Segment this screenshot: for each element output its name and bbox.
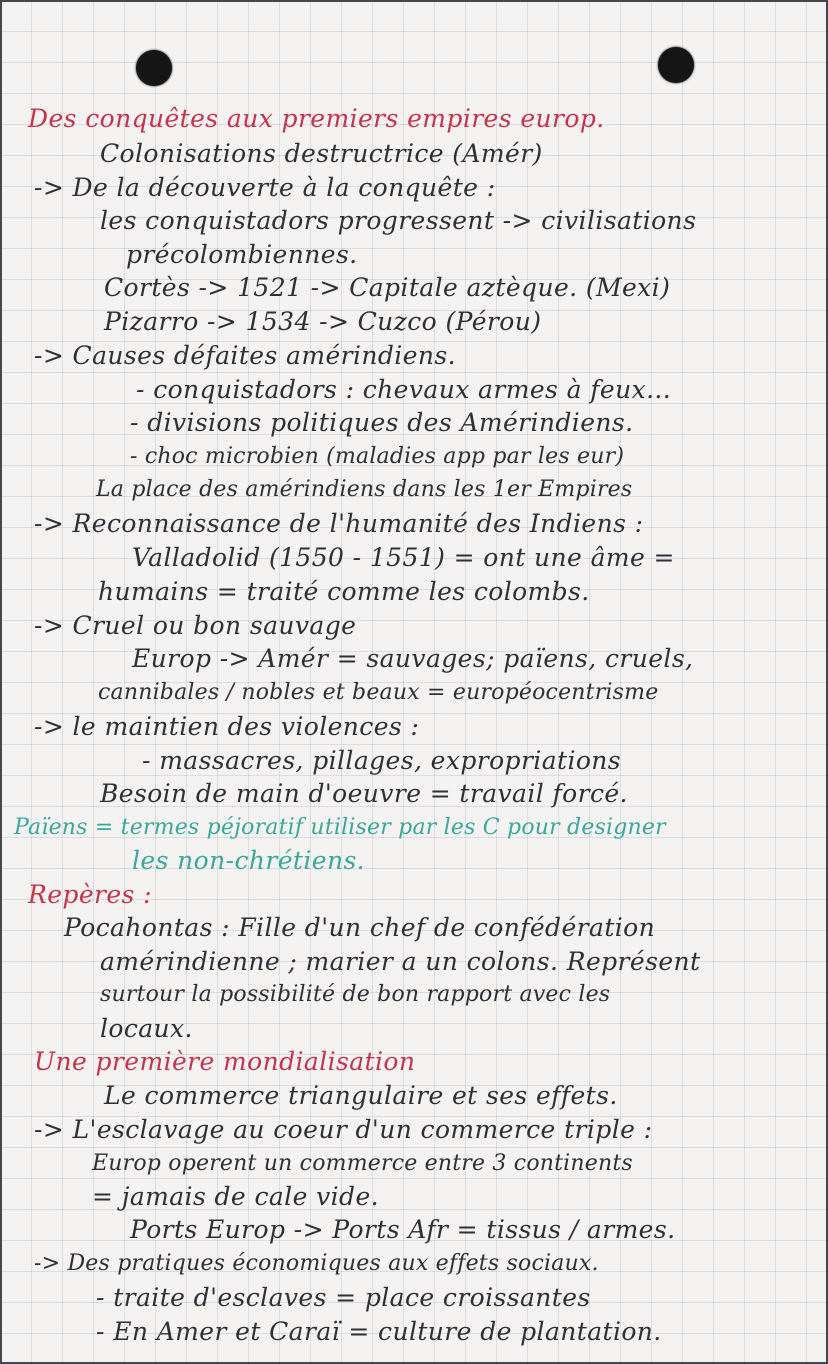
- note-line: cannibales / nobles et beaux = européocentrisme: [98, 680, 659, 705]
- note-line-pizarro: Pizarro -> 1534 -> Cuzco (Pérou): [104, 307, 542, 336]
- subtitle-colonisation: Colonisations destructrice (Amér): [100, 139, 543, 168]
- heading-causes-defaites: -> Causes défaites amérindiens.: [34, 341, 456, 370]
- section-title-mondialisation: Une première mondialisation: [34, 1047, 416, 1076]
- binder-hole-right: [658, 47, 694, 83]
- bullet-item: - choc microbien (maladies app par les eur): [130, 444, 625, 469]
- note-line: Europ operent un commerce entre 3 continents: [92, 1151, 633, 1176]
- heading-pratiques-economiques: -> Des pratiques économiques aux effets sociaux.: [34, 1251, 599, 1276]
- note-line: = jamais de cale vide.: [92, 1182, 379, 1211]
- definition-paiens: Païens = termes péjoratif utiliser par les C pour designer: [14, 815, 666, 840]
- note-line-cortes: Cortès -> 1521 -> Capitale aztèque. (Mexi): [104, 273, 671, 302]
- heading-reconnaissance: -> Reconnaissance de l'humanité des Indiens :: [34, 509, 644, 538]
- note-line: humains = traité comme les colombs.: [98, 577, 590, 606]
- note-line: amérindienne ; marier a un colons. Représent: [100, 947, 701, 976]
- bullet-item: - divisions politiques des Amérindiens.: [130, 408, 634, 437]
- heading-maintien-violences: -> le maintien des violences :: [34, 712, 420, 741]
- binder-hole-left: [136, 50, 172, 86]
- bullet-item: - traite d'esclaves = place croissantes: [96, 1283, 591, 1312]
- subtitle-place-amerindiens: La place des amérindiens dans les 1er Empires: [96, 477, 633, 502]
- title-conquetes-empires: Des conquêtes aux premiers empires europ.: [28, 104, 605, 133]
- bullet-item: - conquistadors : chevaux armes à feux...: [136, 375, 672, 404]
- note-line: surtour la possibilité de bon rapport avec les: [100, 982, 611, 1007]
- note-line-pocahontas: Pocahontas : Fille d'un chef de confédération: [64, 913, 656, 942]
- bullet-item: - En Amer et Caraï = culture de plantation.: [96, 1317, 662, 1346]
- note-line: Ports Europ -> Ports Afr = tissus / armes.: [130, 1215, 676, 1244]
- note-line-valladolid: Valladolid (1550 - 1551) = ont une âme =: [132, 543, 675, 572]
- section-title-reperes: Repères :: [28, 880, 152, 909]
- note-line: précolombiennes.: [126, 240, 358, 269]
- heading-decouverte-conquete: -> De la découverte à la conquête :: [34, 173, 496, 202]
- note-line: Besoin de main d'oeuvre = travail forcé.: [100, 779, 628, 808]
- subtitle-commerce-triangulaire: Le commerce triangulaire et ses effets.: [104, 1081, 618, 1110]
- definition-paiens-cont: les non-chrétiens.: [132, 846, 366, 875]
- note-line: locaux.: [100, 1014, 193, 1043]
- note-line: les conquistadors progressent -> civilisations: [100, 206, 697, 235]
- bullet-item: - massacres, pillages, expropriations: [142, 746, 622, 775]
- heading-esclavage: -> L'esclavage au coeur d'un commerce triple :: [34, 1115, 653, 1144]
- note-line: Europ -> Amér = sauvages; païens, cruels,: [132, 644, 694, 673]
- heading-cruel-bon-sauvage: -> Cruel ou bon sauvage: [34, 611, 357, 640]
